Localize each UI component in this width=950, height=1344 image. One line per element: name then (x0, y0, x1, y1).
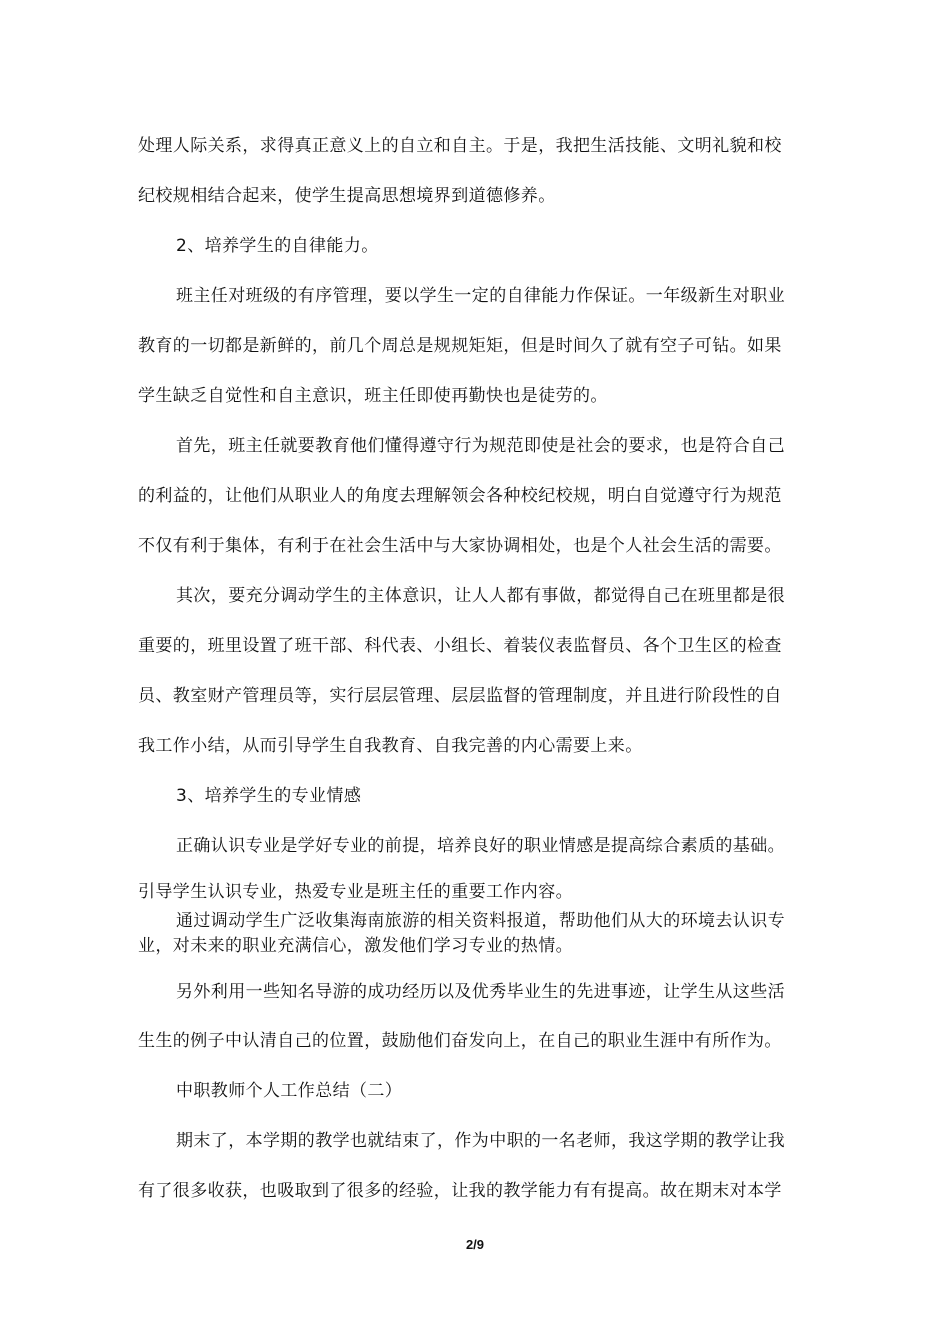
text-line: 的利益的，让他们从职业人的角度去理解领会各种校纪校规，明白自觉遵守行为规范 (138, 486, 782, 506)
text-line: 首先，班主任就要教育他们懂得遵守行为规范即使是社会的要求，也是符合自己 (176, 436, 785, 456)
text-line: 正确认识专业是学好专业的前提，培养良好的职业情感是提高综合素质的基础。 (176, 836, 785, 856)
text-line: 另外利用一些知名导游的成功经历以及优秀毕业生的先进事迹，让学生从这些活 (176, 982, 785, 1002)
section-heading: 中职教师个人工作总结（二） (176, 1081, 403, 1101)
text-line: 班主任对班级的有序管理，要以学生一定的自律能力作保证。一年级新生对职业 (176, 286, 785, 306)
text-line: 不仅有利于集体，有利于在社会生活中与大家协调相处，也是个人社会生活的需要。 (138, 536, 782, 556)
text-line: 我工作小结，从而引导学生自我教育、自我完善的内心需要上来。 (138, 736, 643, 756)
text-line: 教育的一切都是新鲜的，前几个周总是规规矩矩，但是时间久了就有空子可钻。如果 (138, 336, 782, 356)
text-line: 生生的例子中认清自己的位置，鼓励他们奋发向上，在自己的职业生涯中有所作为。 (138, 1031, 782, 1051)
page-number: 2/9 (465, 1237, 485, 1252)
text-line: 重要的，班里设置了班干部、科代表、小组长、着装仪表监督员、各个卫生区的检查 (138, 636, 782, 656)
text-line: 学生缺乏自觉性和自主意识，班主任即使再勤快也是徒劳的。 (138, 386, 608, 406)
text-line: 其次，要充分调动学生的主体意识，让人人都有事做，都觉得自己在班里都是很 (176, 586, 785, 606)
text-line: 引导学生认识专业，热爱专业是班主任的重要工作内容。 (138, 882, 573, 902)
text-line: 有了很多收获，也吸取到了很多的经验，让我的教学能力有有提高。故在期末对本学 (138, 1181, 782, 1201)
text-line: 处理人际关系，求得真正意义上的自立和自主。于是，我把生活技能、文明礼貌和校 (138, 136, 782, 156)
text-line: 期末了，本学期的教学也就结束了，作为中职的一名老师，我这学期的教学让我 (176, 1131, 785, 1151)
section-heading: 2、培养学生的自律能力。 (176, 236, 379, 256)
text-line: 业，对未来的职业充满信心，激发他们学习专业的热情。 (138, 936, 573, 956)
text-line: 纪校规相结合起来，使学生提高思想境界到道德修养。 (138, 186, 556, 206)
text-line: 员、教室财产管理员等，实行层层管理、层层监督的管理制度，并且进行阶段性的自 (138, 686, 782, 706)
section-heading: 3、培养学生的专业情感 (176, 786, 362, 806)
text-line: 通过调动学生广泛收集海南旅游的相关资料报道，帮助他们从大的环境去认识专 (176, 911, 785, 931)
